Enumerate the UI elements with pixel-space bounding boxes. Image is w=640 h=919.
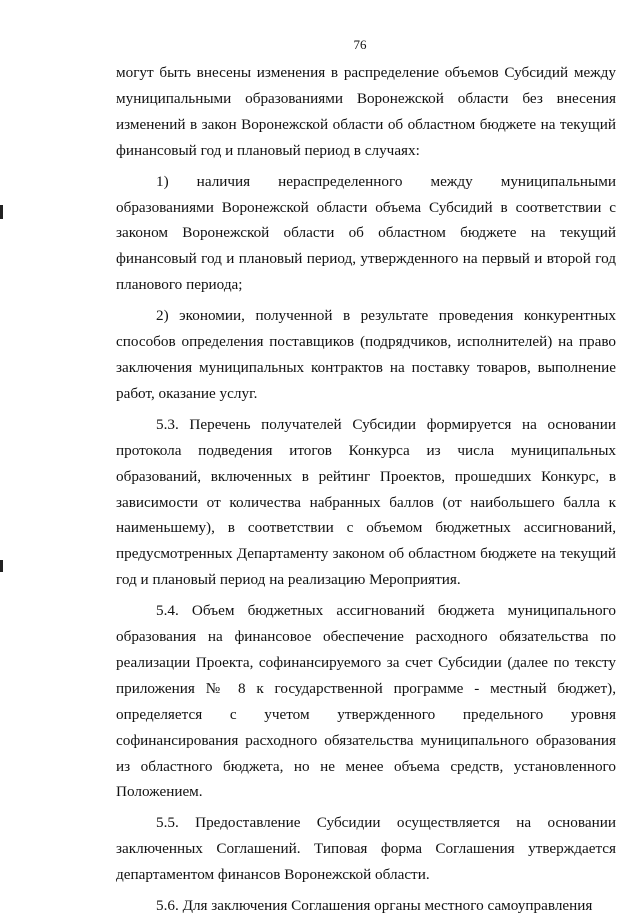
paragraph: 1) наличия нераспределенного между муниципальными образованиями Воронежской области объема Субсидий в соответствии с законом Воронежской области об областном бюджете на текущий финансовый год и плановый период, утвержденного на первый и второй год планового периода; (116, 172, 616, 294)
paragraph: 5.5. Предоставление Субсидии осуществляется на основании заключенных Соглашений. Типовая форма Соглашения утверждается департаментом финансов Воронежской области. (116, 814, 616, 884)
paragraph: 5.4. Объем бюджетных ассигнований бюджета муниципального образования на финансовое обеспечение расходного обязательства по реализации Проекта, софинансируемого за счет Субсидии (далее по тексту приложения № 8 к государственной программе - местный бюджет), определяется с учетом утвержденного предельного уровня софинансирования расходного обязательства муниципального образования из областного бюджета, но не менее объема средств, установленного Положением. (116, 602, 616, 801)
paragraph: 2) экономии, полученной в результате проведения конкурентных способов определения поставщиков (подрядчиков, исполнителей) на право заключения муниципальных контрактов на поставку товаров, выполнение работ, оказание услуг. (116, 307, 616, 402)
paragraph: 5.3. Перечень получателей Субсидии формируется на основании протокола подведения итогов Конкурса из числа муниципальных образований, включенных в рейтинг Проектов, прошедших Конкурс, в зависимости от количества набранных баллов (от наибольшего балла к наименьшему), в соответствии с объемом бюджетных ассигнований, предусмотренных Департаменту законом об областном бюджете на текущий год и плановый период на реализацию Мероприятия. (116, 415, 616, 589)
scan-edge-mark (0, 205, 3, 219)
scan-edge-mark (0, 560, 3, 572)
paragraph: 5.6. Для заключения Соглашения органы местного самоуправления (156, 897, 593, 915)
document-body (116, 60, 616, 919)
paragraph: могут быть внесены изменения в распределение объемов Субсидий между муниципальными образованиями Воронежской области без внесения изменений в закон Воронежской области об областном бюджете на текущий финансовый год и плановый период в случаях: (116, 64, 616, 159)
page-number: 76 (353, 37, 367, 52)
